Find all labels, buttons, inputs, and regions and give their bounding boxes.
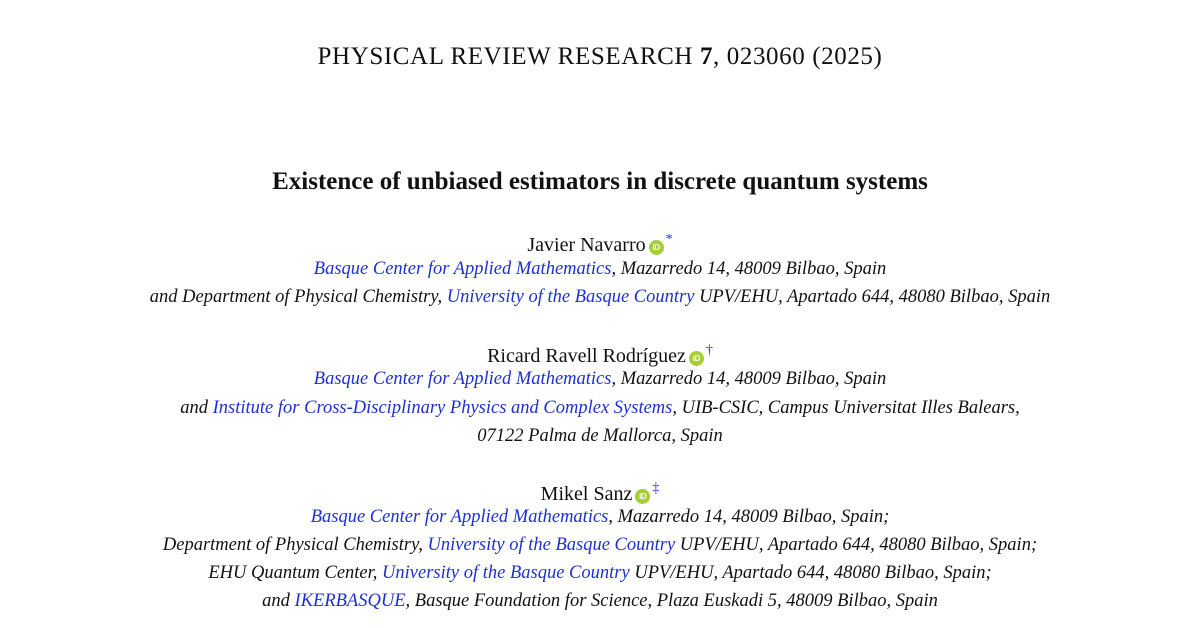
affiliation-text: and Department of Physical Chemistry,	[149, 287, 447, 307]
affiliation-link[interactable]: Basque Center for Applied Mathematics	[310, 507, 609, 527]
affiliation-line	[0, 366, 1200, 392]
author-2	[0, 338, 1200, 369]
footnote-mark[interactable]: †	[705, 343, 713, 358]
affiliation-text: , Mazarredo 14, 48009 Bilbao, Spain;	[608, 507, 890, 527]
affiliation-line	[0, 560, 1200, 586]
affiliation-link[interactable]: University of the Basque Country	[427, 535, 676, 555]
author-3	[0, 476, 1200, 507]
paper-title: Existence of unbiased estimators in discrete quantum systems	[272, 168, 928, 195]
affiliation-line	[0, 504, 1200, 530]
author-name: Javier Navarro	[527, 234, 646, 256]
affiliation-text: and	[180, 398, 213, 418]
affiliation-text: Department of Physical Chemistry,	[162, 535, 428, 555]
affiliation-link[interactable]: University of the Basque Country	[382, 563, 630, 583]
affiliation-link[interactable]: Institute for Cross-Disciplinary Physics and Complex Systems	[212, 398, 673, 418]
journal-volume: 7	[699, 43, 714, 70]
affiliation-link[interactable]: Basque Center for Applied Mathematics	[313, 259, 612, 279]
affiliation-line	[0, 423, 1200, 449]
affiliation-text: and	[262, 591, 295, 611]
affiliation-text: 07122 Palma de Mallorca, Spain	[477, 426, 723, 446]
affiliation-link[interactable]: IKERBASQUE	[294, 591, 406, 611]
affiliation-link[interactable]: Basque Center for Applied Mathematics	[313, 369, 612, 389]
affiliation-link[interactable]: University of the Basque Country	[446, 287, 695, 307]
journal-article-info: , 023060 (2025)	[713, 43, 883, 70]
affiliation-line	[0, 256, 1200, 282]
journal-header	[0, 40, 1200, 74]
affiliation-text: UPV/EHU, Apartado 644, 48080 Bilbao, Spain;	[675, 535, 1038, 555]
author-name: Mikel Sanz	[540, 483, 633, 505]
affiliation-line	[0, 395, 1200, 421]
affiliation-text: , Basque Foundation for Science, Plaza Euskadi 5, 48009 Bilbao, Spain	[405, 591, 938, 611]
author-1	[0, 227, 1200, 258]
affiliation-text: , Mazarredo 14, 48009 Bilbao, Spain	[611, 369, 887, 389]
orcid-icon[interactable]: iD	[635, 489, 650, 504]
orcid-icon[interactable]: iD	[649, 240, 664, 255]
affiliation-text: , UIB-CSIC, Campus Universitat Illes Balears,	[672, 398, 1020, 418]
affiliation-line	[0, 588, 1200, 614]
footnote-mark[interactable]: ‡	[652, 481, 660, 496]
affiliation-text: UPV/EHU, Apartado 644, 48080 Bilbao, Spain	[694, 287, 1051, 307]
orcid-icon[interactable]: iD	[689, 351, 704, 366]
author-name: Ricard Ravell Rodríguez	[487, 345, 686, 367]
journal-name: PHYSICAL REVIEW RESEARCH	[317, 43, 694, 70]
affiliation-line	[0, 284, 1200, 310]
affiliation-text: UPV/EHU, Apartado 644, 48080 Bilbao, Spain;	[629, 563, 992, 583]
footnote-mark[interactable]: *	[665, 232, 673, 247]
affiliation-text: , Mazarredo 14, 48009 Bilbao, Spain	[611, 259, 887, 279]
affiliation-line	[0, 532, 1200, 558]
affiliation-text: EHU Quantum Center,	[208, 563, 383, 583]
